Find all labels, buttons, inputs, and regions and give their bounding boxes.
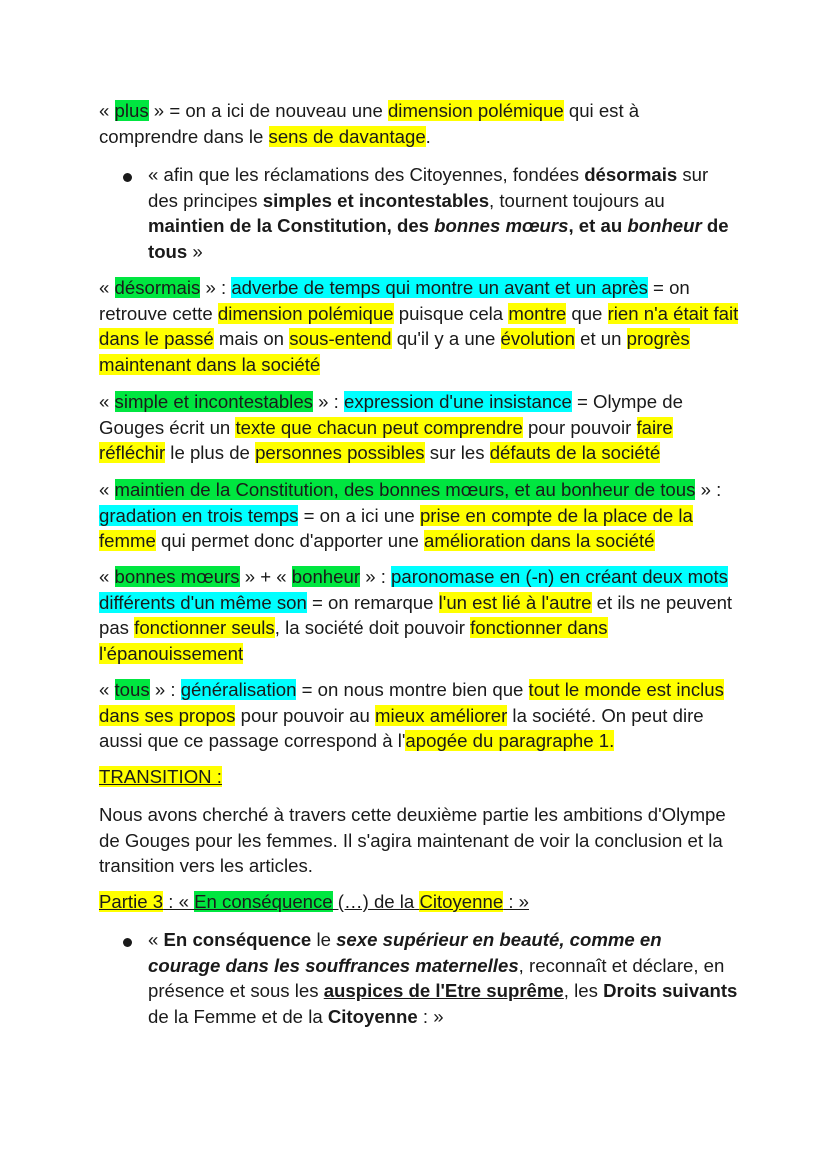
para-bonnes-moeurs: « bonnes mœurs » + « bonheur » : paronomase en (-n) en créant deux mots différents d'un même son = on remarque l'un est lié à l'autre et ils ne peuvent pas fonctionner seuls, la société doit pouvoir fonctionner dans l'épanouissement	[99, 566, 733, 664]
bullet-dot	[123, 938, 132, 947]
para-simple: « simple et incontestables » : expression d'une insistance = Olympe de Gouges écrit un texte que chacun peut comprendre pour pouvoir faire réfléchir le plus de personnes possibles sur les défauts de la société	[99, 391, 683, 464]
quote-bullet-2: « En conséquence le sexe supérieur en beauté, comme en courage dans les souffrances maternelles, reconnaît et déclare, en présence et sous les auspices de l'Etre suprême, les Droits suivants de la Femme et de la Citoyenne : »	[148, 929, 738, 1027]
para-plus: « plus » = on a ici de nouveau une dimension polémique qui est à comprendre dans le sens de davantage.	[99, 100, 640, 147]
para-tous: « tous » : généralisation = on nous montre bien que tout le monde est inclus dans ses propos pour pouvoir au mieux améliorer la société. On peut dire aussi que ce passage correspond à l'apogée du paragraphe 1.	[99, 679, 724, 752]
para-desormais: « désormais » : adverbe de temps qui montre un avant et un après = on retrouve cette dimension polémique puisque cela montre que rien n'a était fait dans le passé mais on sous-entend qu'il y a une évolution et un progrès maintenant dans la société	[99, 277, 739, 375]
quote-bullet-1: « afin que les réclamations des Citoyennes, fondées désormais sur des principes simples et incontestables, tournent toujours au maintien de la Constitution, des bonnes mœurs, et au bonheur de tous »	[148, 164, 729, 262]
partie-3-heading: Partie 3 : « En conséquence (…) de la Citoyenne : »	[99, 891, 530, 912]
bullet-dot	[123, 173, 132, 182]
para-maintien: « maintien de la Constitution, des bonnes mœurs, et au bonheur de tous » : gradation en trois temps = on a ici une prise en compte de la place de la femme qui permet donc d'apporter une amélioration dans la société	[99, 479, 722, 552]
transition-paragraph: Nous avons cherché à travers cette deuxième partie les ambitions d'Olympe de Gouges pour les femmes. Il s'agira maintenant de voir la conclusion et la transition vers les articles.	[99, 804, 726, 877]
transition-heading: TRANSITION :	[99, 766, 222, 787]
